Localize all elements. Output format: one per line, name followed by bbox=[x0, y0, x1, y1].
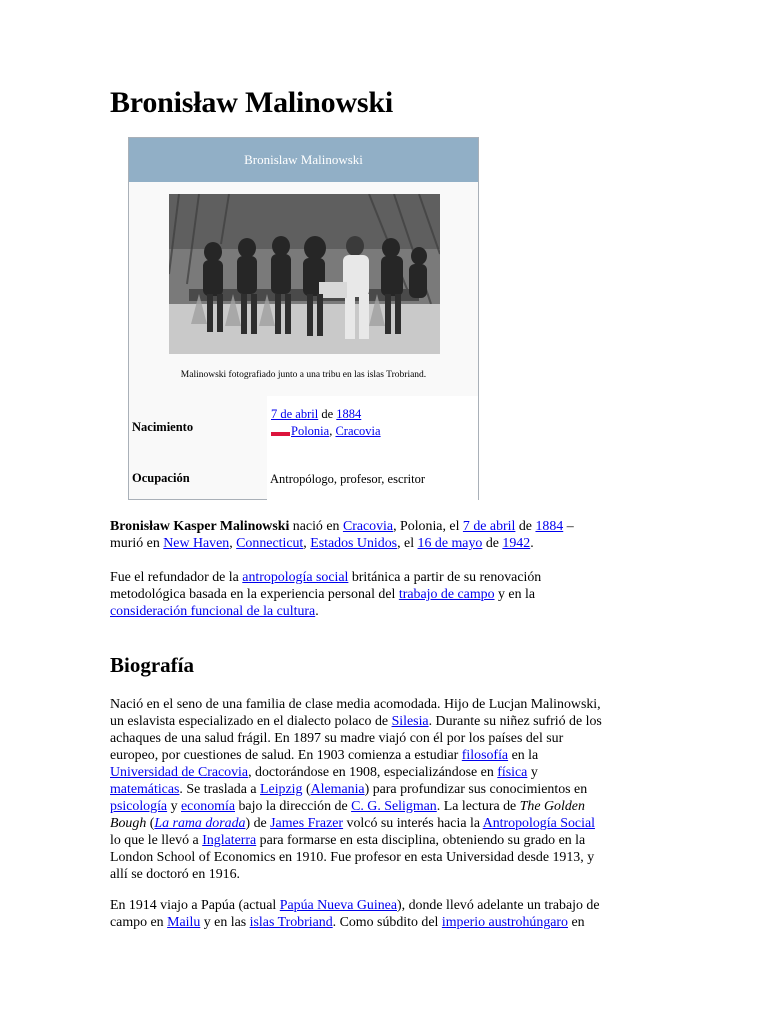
text-run: . La lectura de bbox=[436, 799, 520, 814]
inline-link[interactable]: Mailu bbox=[167, 915, 201, 930]
text-run: ) de bbox=[245, 816, 271, 831]
text-run: ), donde llevó adelante un trabajo de bbox=[397, 898, 600, 913]
inline-link[interactable]: economía bbox=[181, 799, 235, 814]
inline-link[interactable]: La rama dorada bbox=[154, 816, 246, 831]
intro-paragraph-1 bbox=[110, 518, 662, 552]
inline-link[interactable]: matemáticas bbox=[110, 782, 180, 797]
inline-link[interactable]: islas Trobriand bbox=[249, 915, 333, 930]
text-run: ) para profundizar sus conocimientos en bbox=[364, 782, 588, 797]
text-run: Bough bbox=[110, 816, 147, 831]
text-run: allí se doctoró en 1916. bbox=[110, 867, 241, 882]
text-run: , doctorándose en 1908, especializándose en bbox=[248, 765, 498, 780]
inline-link[interactable]: psicología bbox=[110, 799, 168, 814]
text-run: Nació en el seno de una familia de clase media acomodada. Hijo de Lucjan Malinowski, bbox=[110, 697, 601, 712]
text-run: europeo, por cuestiones de salud. En 1903 comienza a estudiar bbox=[110, 748, 462, 763]
text-run: en bbox=[568, 915, 585, 930]
inline-link[interactable]: 7 de abril bbox=[462, 519, 516, 534]
text-run: volcó su interés hacia la bbox=[343, 816, 483, 831]
text-run: , Polonia, el bbox=[393, 519, 463, 534]
text-run: y en las bbox=[200, 915, 250, 930]
text-run: . bbox=[315, 604, 319, 619]
inline-link[interactable]: antropología social bbox=[242, 570, 349, 585]
birth-day-link[interactable]: 7 de abril bbox=[271, 407, 319, 421]
inline-link[interactable]: Leipzig bbox=[260, 782, 303, 797]
birth-value bbox=[271, 406, 381, 440]
text-run: lo que le llevó a bbox=[110, 833, 203, 848]
text-run: ( bbox=[302, 782, 311, 797]
inline-link[interactable]: Silesia bbox=[391, 714, 429, 729]
text-run: de bbox=[482, 536, 503, 551]
text-run: . Se traslada a bbox=[179, 782, 261, 797]
inline-link[interactable]: New Haven bbox=[163, 536, 230, 551]
text-run: . Como súbdito del bbox=[332, 915, 442, 930]
inline-link[interactable]: Papúa Nueva Guinea bbox=[279, 898, 397, 913]
text-run: y bbox=[167, 799, 181, 814]
inline-link[interactable]: Connecticut bbox=[236, 536, 304, 551]
birth-de-text: de bbox=[321, 407, 334, 421]
birth-country-link[interactable]: Polonia bbox=[291, 424, 330, 438]
text-run: y en la bbox=[494, 587, 536, 602]
text-run: En 1914 viajo a Papúa (actual bbox=[110, 898, 280, 913]
photo-illustration bbox=[169, 194, 440, 354]
inline-link[interactable]: imperio austrohúngaro bbox=[441, 915, 569, 930]
inline-link[interactable]: James Frazer bbox=[270, 816, 344, 831]
infobox-caption: Malinowski fotografiado junto a una tribu en las islas Trobriand. bbox=[180, 370, 427, 380]
text-run: metodológica basada en la experiencia personal del bbox=[110, 587, 399, 602]
infobox-header: Bronislaw Malinowski bbox=[129, 138, 478, 182]
inline-link[interactable]: Alemania bbox=[310, 782, 365, 797]
inline-link[interactable]: Estados Unidos bbox=[310, 536, 398, 551]
inline-link[interactable]: trabajo de campo bbox=[398, 587, 495, 602]
biography-paragraph-2 bbox=[110, 897, 662, 931]
text-run: London School of Economics en 1910. Fue profesor en esta Universidad desde 1913, y bbox=[110, 850, 595, 865]
text-run: murió en bbox=[110, 536, 164, 551]
infobox bbox=[128, 137, 479, 500]
inline-link[interactable]: Antropología Social bbox=[482, 816, 595, 831]
text-run: – bbox=[563, 519, 574, 534]
inline-link[interactable]: física bbox=[497, 765, 528, 780]
text-run: ( bbox=[146, 816, 155, 831]
text-run: campo en bbox=[110, 915, 168, 930]
inline-link[interactable]: C. G. Seligman bbox=[351, 799, 437, 814]
inline-link[interactable]: Cracovia bbox=[342, 519, 394, 534]
text-run: The Golden bbox=[519, 799, 585, 814]
infobox-photo[interactable] bbox=[169, 194, 440, 354]
text-run: un eslavista especializado en el dialecto polaco de bbox=[110, 714, 392, 729]
inline-link[interactable]: 1884 bbox=[535, 519, 564, 534]
text-run: , bbox=[229, 536, 237, 551]
occupation-label: Ocupación bbox=[132, 471, 190, 485]
text-run: nació en bbox=[289, 519, 343, 534]
birth-city-link[interactable]: Cracovia bbox=[335, 424, 381, 438]
birth-separator: , bbox=[329, 424, 333, 438]
inline-link[interactable]: 16 de mayo bbox=[417, 536, 483, 551]
text-run: bajo la dirección de bbox=[235, 799, 352, 814]
page-title: Bronisław Malinowski bbox=[110, 86, 394, 119]
intro-paragraph-2 bbox=[110, 569, 662, 620]
text-run: achaques de una salud frágil. En 1897 su madre viajó con él por los países del sur bbox=[110, 731, 564, 746]
text-run: , el bbox=[397, 536, 418, 551]
biography-paragraph-1 bbox=[110, 696, 662, 883]
inline-link[interactable]: consideración funcional de la cultura bbox=[110, 604, 316, 619]
text-run: , bbox=[303, 536, 311, 551]
inline-link[interactable]: 1942 bbox=[502, 536, 531, 551]
text-run: en la bbox=[508, 748, 539, 763]
birth-label: Nacimiento bbox=[132, 420, 194, 434]
section-heading-biografia: Biografía bbox=[110, 653, 194, 677]
inline-link[interactable]: Inglaterra bbox=[202, 833, 257, 848]
text-run: . bbox=[530, 536, 534, 551]
text-run: . Durante su niñez sufrió de los bbox=[428, 714, 602, 729]
birth-year-link[interactable]: 1884 bbox=[336, 407, 362, 421]
inline-link[interactable]: Universidad de Cracovia bbox=[110, 765, 249, 780]
text-run: Fue el refundador de la bbox=[110, 570, 243, 585]
text-run: británica a partir de su renovación bbox=[348, 570, 542, 585]
bold-text: Bronisław Kasper Malinowski bbox=[110, 519, 290, 534]
text-run: para formarse en esta disciplina, obteniendo su grado en la bbox=[256, 833, 586, 848]
inline-link[interactable]: filosofía bbox=[461, 748, 509, 763]
text-run: y bbox=[527, 765, 538, 780]
poland-flag-icon bbox=[271, 429, 290, 436]
text-run: de bbox=[515, 519, 536, 534]
occupation-value: Antropólogo, profesor, escritor bbox=[270, 472, 426, 486]
